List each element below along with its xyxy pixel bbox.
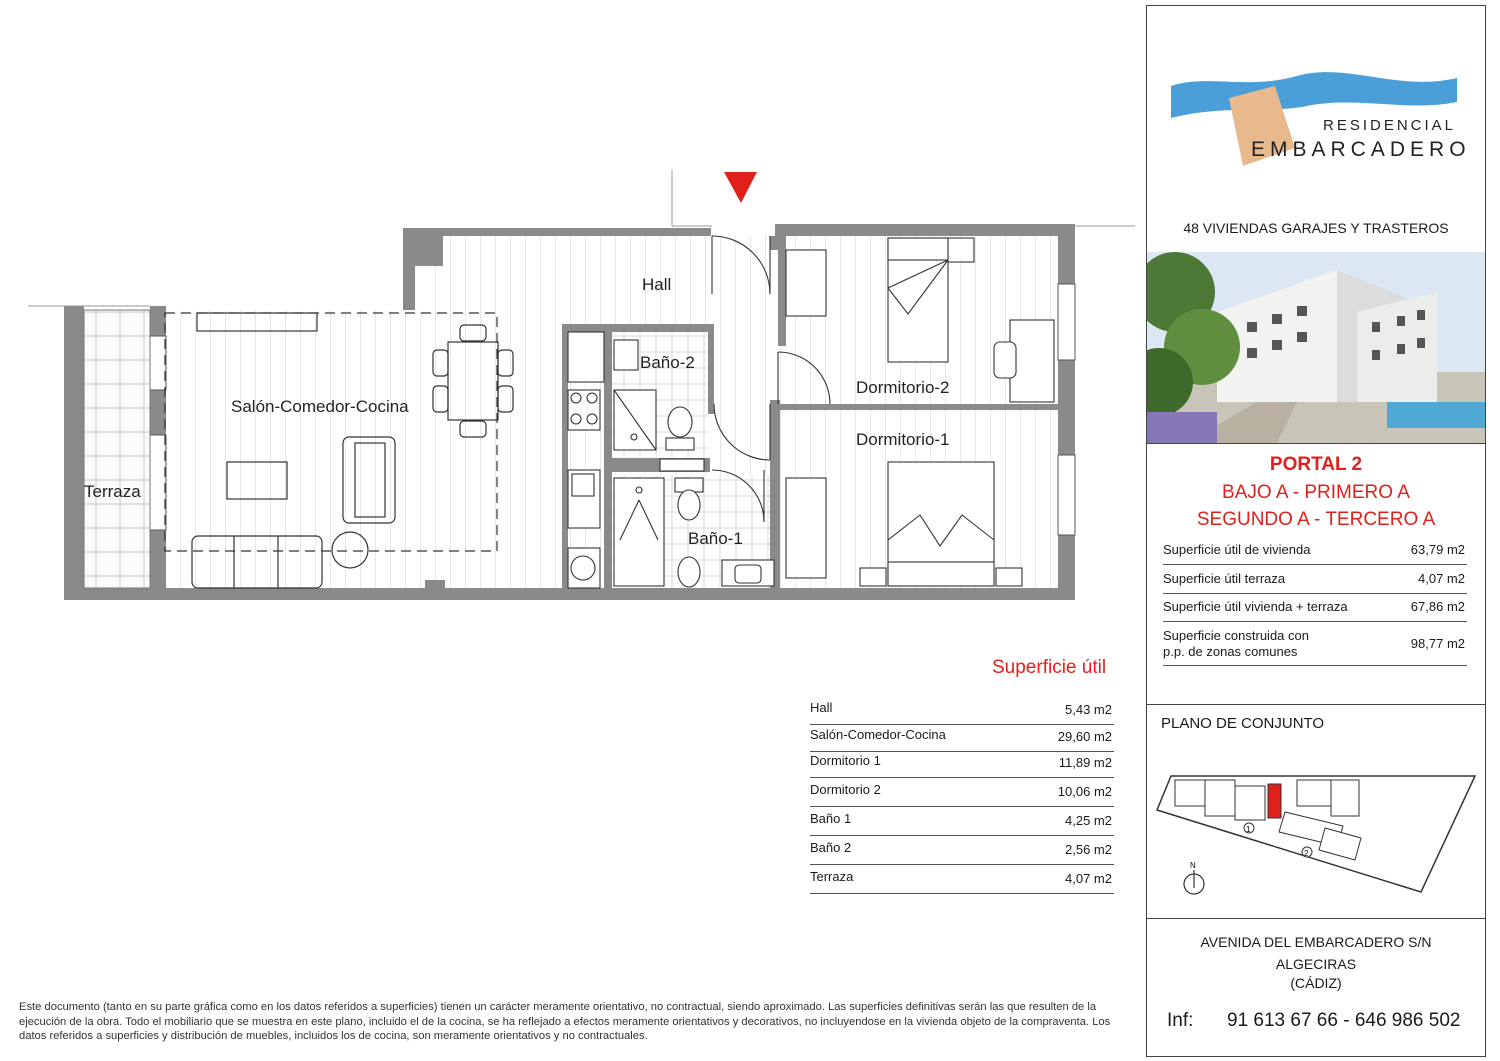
room-label-dorm1: Dormitorio-1 (856, 430, 950, 449)
divider (1147, 918, 1485, 919)
summary-row (1163, 599, 1467, 622)
surface-row (810, 727, 1114, 752)
surface-row-label: Terraza (810, 869, 854, 884)
surface-row-value: 29,60 m2 (1057, 729, 1112, 744)
surface-row-label: Hall (810, 700, 833, 715)
summary-value: 67,86 m2 (1410, 599, 1465, 614)
surface-row (810, 840, 1114, 865)
room-label-bano1: Baño-1 (688, 529, 743, 548)
brand-line-1: RESIDENCIAL (1323, 117, 1457, 134)
room-label-salon: Salón-Comedor-Cocina (231, 397, 409, 416)
address-line-2: ALGECIRAS (1275, 956, 1357, 972)
surface-row (810, 782, 1114, 807)
surface-table-title: Superficie útil (992, 657, 1107, 678)
info-panel (1146, 5, 1486, 1057)
address-line-3: (CÁDIZ) (1290, 975, 1342, 991)
summary-row (1163, 542, 1467, 565)
surface-row-value: 4,07 m2 (1065, 871, 1112, 886)
summary-value: 63,79 m2 (1410, 542, 1465, 557)
summary-label: Superficie útil de vivienda (1163, 542, 1311, 557)
portal-title: PORTAL 2 (1269, 454, 1363, 475)
red-triangle-icon (724, 172, 757, 203)
inf-label: Inf: (1167, 1010, 1194, 1031)
project-subtitle: 48 VIVIENDAS GARAJES Y TRASTEROS (1183, 220, 1449, 236)
surface-row (810, 869, 1114, 894)
surface-row-value: 10,06 m2 (1057, 784, 1112, 799)
summary-label: Superficie útil vivienda + terraza (1163, 599, 1348, 614)
surface-row-label: Baño 2 (810, 840, 852, 855)
surface-row-label: Salón-Comedor-Cocina (810, 727, 946, 742)
room-label-dorm2: Dormitorio-2 (856, 378, 950, 397)
north-label: N (1190, 861, 1196, 870)
surface-row-value: 5,43 m2 (1065, 702, 1112, 717)
divider (1147, 704, 1485, 705)
room-label-bano2: Baño-2 (640, 353, 695, 372)
disclaimer-text: Este documento (tanto en su parte gráfica como en los datos referidos a superficies) tienen un carácter meramente orientativo, no contractual, siendo aproximado. Las superficies definitivas serán las que resulten de la ejecución de la obra. Todo el mobiliario que se muestra en este plano, incluido el de la cocina, se ha reflejado a efectos meramente orientativos y decorativos, no incluyendose en la vivienda objeto de la compraventa. Los datos referidos a superficies y distribución de muebles, incluidos los de cocina, son meramente orientativos y no contractuales. (19, 1001, 1111, 1042)
surface-row-label: Baño 1 (810, 811, 852, 826)
site-label-2: 2 (1304, 849, 1309, 858)
units-line-1: BAJO A - PRIMERO A (1222, 482, 1410, 503)
surface-row-label: Dormitorio 2 (810, 782, 881, 797)
address-line-1: AVENIDA DEL EMBARCADERO S/N (1200, 934, 1432, 950)
room-label-terraza: Terraza (84, 482, 141, 501)
brand-line-2: EMBARCADERO (1251, 138, 1471, 161)
room-label-hall: Hall (642, 275, 672, 294)
surface-row (810, 753, 1114, 778)
surface-row-label: Dormitorio 1 (810, 753, 881, 768)
surface-row-value: 11,89 m2 (1058, 755, 1112, 770)
summary-row (1163, 628, 1467, 666)
units-line-2: SEGUNDO A - TERCERO A (1196, 509, 1436, 530)
surface-row-value: 4,25 m2 (1065, 813, 1112, 828)
phone-numbers: 91 613 67 66 - 646 986 502 (1227, 1010, 1461, 1031)
summary-value: 98,77 m2 (1410, 636, 1465, 651)
surface-row (810, 811, 1114, 836)
site-label-1: 1 (1246, 825, 1251, 834)
summary-value: 4,07 m2 (1418, 571, 1465, 586)
surface-row-value: 2,56 m2 (1065, 842, 1112, 857)
summary-row (1163, 571, 1467, 594)
summary-label: Superficie útil terraza (1163, 571, 1286, 586)
conjunto-title: PLANO DE CONJUNTO (1161, 715, 1325, 732)
surface-row (810, 700, 1114, 725)
divider (1147, 443, 1485, 444)
building-photo (1147, 252, 1485, 443)
site-plan-map (1147, 766, 1485, 906)
summary-label-line2: p.p. de zonas comunes (1163, 644, 1298, 659)
summary-label: Superficie construida con (1163, 628, 1309, 643)
